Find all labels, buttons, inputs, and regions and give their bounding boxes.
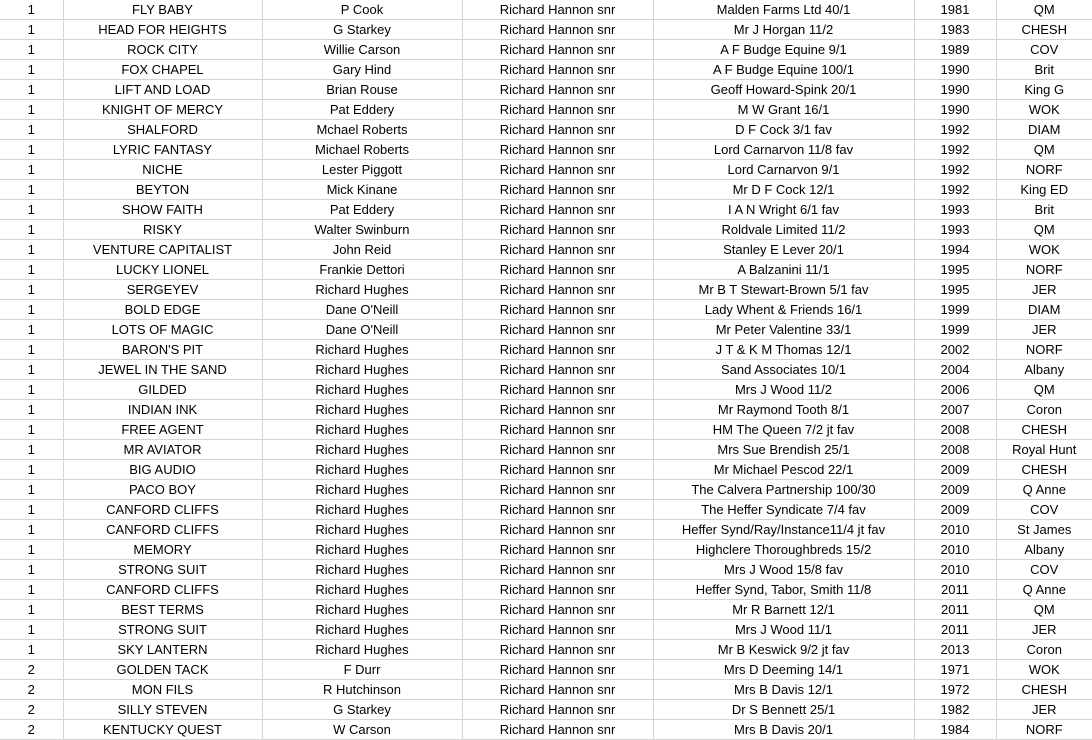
cell-wins[interactable]: 1 [0, 240, 63, 260]
cell-owner-and-odds[interactable]: Lord Carnarvon 11/8 fav [653, 140, 914, 160]
cell-jockey[interactable]: Willie Carson [262, 40, 462, 60]
cell-jockey[interactable]: Richard Hughes [262, 480, 462, 500]
cell-jockey[interactable]: Michael Roberts [262, 140, 462, 160]
cell-wins[interactable]: 1 [0, 20, 63, 40]
cell-race[interactable]: JER [996, 320, 1092, 340]
cell-horse[interactable]: SHOW FAITH [63, 200, 262, 220]
cell-trainer[interactable]: Richard Hannon snr [462, 40, 653, 60]
table-row [0, 260, 1092, 280]
cell-trainer[interactable]: Richard Hannon snr [462, 180, 653, 200]
table-row [0, 400, 1092, 420]
cell-jockey[interactable]: Richard Hughes [262, 280, 462, 300]
cell-race[interactable]: Coron [996, 640, 1092, 660]
cell-jockey[interactable]: Pat Eddery [262, 100, 462, 120]
cell-jockey[interactable]: Mick Kinane [262, 180, 462, 200]
cell-jockey[interactable]: John Reid [262, 240, 462, 260]
cell-owner-and-odds[interactable]: Mrs J Wood 11/1 [653, 620, 914, 640]
cell-year[interactable]: 2011 [914, 580, 996, 600]
cell-owner-and-odds[interactable]: Mrs B Davis 20/1 [653, 720, 914, 740]
cell-year[interactable]: 1990 [914, 100, 996, 120]
cell-race[interactable]: JER [996, 620, 1092, 640]
cell-race[interactable]: CHESH [996, 420, 1092, 440]
cell-owner-and-odds[interactable]: Mr D F Cock 12/1 [653, 180, 914, 200]
cell-year[interactable]: 1993 [914, 200, 996, 220]
cell-jockey[interactable]: Richard Hughes [262, 520, 462, 540]
cell-year[interactable]: 2009 [914, 480, 996, 500]
table-row [0, 720, 1092, 740]
cell-trainer[interactable]: Richard Hannon snr [462, 220, 653, 240]
cell-year[interactable]: 1990 [914, 60, 996, 80]
cell-year[interactable]: 1995 [914, 260, 996, 280]
cell-horse[interactable]: CANFORD CLIFFS [63, 520, 262, 540]
cell-horse[interactable]: MR AVIATOR [63, 440, 262, 460]
cell-trainer[interactable]: Richard Hannon snr [462, 500, 653, 520]
cell-horse[interactable]: SKY LANTERN [63, 640, 262, 660]
table-row [0, 80, 1092, 100]
cell-wins[interactable]: 1 [0, 440, 63, 460]
cell-wins[interactable]: 1 [0, 600, 63, 620]
cell-owner-and-odds[interactable]: Geoff Howard-Spink 20/1 [653, 80, 914, 100]
cell-owner-and-odds[interactable]: Sand Associates 10/1 [653, 360, 914, 380]
cell-trainer[interactable]: Richard Hannon snr [462, 400, 653, 420]
cell-jockey[interactable]: P Cook [262, 0, 462, 20]
cell-jockey[interactable]: Richard Hughes [262, 600, 462, 620]
cell-wins[interactable]: 1 [0, 320, 63, 340]
cell-jockey[interactable]: Richard Hughes [262, 400, 462, 420]
cell-race[interactable]: DIAM [996, 300, 1092, 320]
cell-year[interactable]: 1989 [914, 40, 996, 60]
cell-horse[interactable]: RISKY [63, 220, 262, 240]
cell-race[interactable]: Albany [996, 540, 1092, 560]
cell-horse[interactable]: NICHE [63, 160, 262, 180]
cell-trainer[interactable]: Richard Hannon snr [462, 20, 653, 40]
cell-race[interactable]: CHESH [996, 20, 1092, 40]
cell-trainer[interactable]: Richard Hannon snr [462, 560, 653, 580]
cell-wins[interactable]: 1 [0, 520, 63, 540]
cell-year[interactable]: 2007 [914, 400, 996, 420]
cell-horse[interactable]: LOTS OF MAGIC [63, 320, 262, 340]
cell-race[interactable]: CHESH [996, 460, 1092, 480]
cell-horse[interactable]: LUCKY LIONEL [63, 260, 262, 280]
cell-owner-and-odds[interactable]: Malden Farms Ltd 40/1 [653, 0, 914, 20]
cell-wins[interactable]: 2 [0, 720, 63, 740]
cell-wins[interactable]: 1 [0, 360, 63, 380]
cell-trainer[interactable]: Richard Hannon snr [462, 0, 653, 20]
cell-jockey[interactable]: Frankie Dettori [262, 260, 462, 280]
cell-wins[interactable]: 1 [0, 620, 63, 640]
cell-trainer[interactable]: Richard Hannon snr [462, 580, 653, 600]
cell-race[interactable]: WOK [996, 660, 1092, 680]
cell-horse[interactable]: MEMORY [63, 540, 262, 560]
cell-jockey[interactable]: Richard Hughes [262, 440, 462, 460]
cell-race[interactable]: Albany [996, 360, 1092, 380]
cell-trainer[interactable]: Richard Hannon snr [462, 260, 653, 280]
table-row [0, 280, 1092, 300]
cell-owner-and-odds[interactable]: Mr J Horgan 11/2 [653, 20, 914, 40]
cell-wins[interactable]: 1 [0, 220, 63, 240]
cell-year[interactable]: 2002 [914, 340, 996, 360]
cell-owner-and-odds[interactable]: J T & K M Thomas 12/1 [653, 340, 914, 360]
cell-owner-and-odds[interactable]: Highclere Thoroughbreds 15/2 [653, 540, 914, 560]
cell-race[interactable]: WOK [996, 100, 1092, 120]
cell-wins[interactable]: 1 [0, 400, 63, 420]
cell-race[interactable]: QM [996, 600, 1092, 620]
cell-year[interactable]: 2011 [914, 600, 996, 620]
cell-trainer[interactable]: Richard Hannon snr [462, 480, 653, 500]
cell-trainer[interactable]: Richard Hannon snr [462, 280, 653, 300]
cell-horse[interactable]: SHALFORD [63, 120, 262, 140]
cell-trainer[interactable]: Richard Hannon snr [462, 460, 653, 480]
cell-owner-and-odds[interactable]: Mrs J Wood 15/8 fav [653, 560, 914, 580]
cell-owner-and-odds[interactable]: Heffer Synd/Ray/Instance11/4 jt fav [653, 520, 914, 540]
cell-race[interactable]: Q Anne [996, 580, 1092, 600]
cell-year[interactable]: 2010 [914, 560, 996, 580]
cell-jockey[interactable]: Gary Hind [262, 60, 462, 80]
cell-race[interactable]: King ED [996, 180, 1092, 200]
cell-trainer[interactable]: Richard Hannon snr [462, 320, 653, 340]
cell-owner-and-odds[interactable]: Mr Michael Pescod 22/1 [653, 460, 914, 480]
cell-year[interactable]: 2006 [914, 380, 996, 400]
cell-jockey[interactable]: Pat Eddery [262, 200, 462, 220]
cell-wins[interactable]: 1 [0, 480, 63, 500]
cell-jockey[interactable]: Walter Swinburn [262, 220, 462, 240]
cell-jockey[interactable]: Dane O'Neill [262, 300, 462, 320]
cell-owner-and-odds[interactable]: A F Budge Equine 9/1 [653, 40, 914, 60]
cell-horse[interactable]: STRONG SUIT [63, 560, 262, 580]
cell-race[interactable]: QM [996, 220, 1092, 240]
cell-jockey[interactable]: Brian Rouse [262, 80, 462, 100]
cell-wins[interactable]: 1 [0, 300, 63, 320]
cell-owner-and-odds[interactable]: Mr B T Stewart-Brown 5/1 fav [653, 280, 914, 300]
cell-race[interactable]: QM [996, 380, 1092, 400]
cell-owner-and-odds[interactable]: Mrs D Deeming 14/1 [653, 660, 914, 680]
cell-race[interactable]: WOK [996, 240, 1092, 260]
table-row [0, 620, 1092, 640]
cell-trainer[interactable]: Richard Hannon snr [462, 520, 653, 540]
cell-horse[interactable]: JEWEL IN THE SAND [63, 360, 262, 380]
cell-race[interactable]: QM [996, 140, 1092, 160]
table-row [0, 660, 1092, 680]
cell-horse[interactable]: BIG AUDIO [63, 460, 262, 480]
table-row [0, 440, 1092, 460]
cell-year[interactable]: 1994 [914, 240, 996, 260]
cell-trainer[interactable]: Richard Hannon snr [462, 300, 653, 320]
cell-race[interactable]: COV [996, 560, 1092, 580]
cell-owner-and-odds[interactable]: Mr R Barnett 12/1 [653, 600, 914, 620]
cell-year[interactable]: 2011 [914, 620, 996, 640]
cell-owner-and-odds[interactable]: Mrs Sue Brendish 25/1 [653, 440, 914, 460]
cell-jockey[interactable]: G Starkey [262, 700, 462, 720]
table-row [0, 0, 1092, 20]
cell-year[interactable]: 2010 [914, 520, 996, 540]
cell-trainer[interactable]: Richard Hannon snr [462, 140, 653, 160]
cell-owner-and-odds[interactable]: Lady Whent & Friends 16/1 [653, 300, 914, 320]
cell-owner-and-odds[interactable]: The Heffer Syndicate 7/4 fav [653, 500, 914, 520]
cell-jockey[interactable]: Richard Hughes [262, 460, 462, 480]
cell-wins[interactable]: 1 [0, 540, 63, 560]
cell-race[interactable]: Brit [996, 60, 1092, 80]
cell-wins[interactable]: 2 [0, 700, 63, 720]
cell-horse[interactable]: CANFORD CLIFFS [63, 580, 262, 600]
table-row [0, 340, 1092, 360]
table-row [0, 680, 1092, 700]
cell-jockey[interactable]: Richard Hughes [262, 360, 462, 380]
cell-horse[interactable]: ROCK CITY [63, 40, 262, 60]
cell-horse[interactable]: KNIGHT OF MERCY [63, 100, 262, 120]
cell-trainer[interactable]: Richard Hannon snr [462, 680, 653, 700]
cell-jockey[interactable]: Richard Hughes [262, 640, 462, 660]
cell-trainer[interactable]: Richard Hannon snr [462, 120, 653, 140]
cell-trainer[interactable]: Richard Hannon snr [462, 240, 653, 260]
cell-trainer[interactable]: Richard Hannon snr [462, 700, 653, 720]
cell-race[interactable]: CHESH [996, 680, 1092, 700]
table-row [0, 60, 1092, 80]
cell-trainer[interactable]: Richard Hannon snr [462, 720, 653, 740]
cell-wins[interactable]: 1 [0, 280, 63, 300]
cell-year[interactable]: 1972 [914, 680, 996, 700]
cell-horse[interactable]: FLY BABY [63, 0, 262, 20]
cell-race[interactable]: JER [996, 280, 1092, 300]
cell-owner-and-odds[interactable]: I A N Wright 6/1 fav [653, 200, 914, 220]
cell-race[interactable]: COV [996, 40, 1092, 60]
cell-owner-and-odds[interactable]: Lord Carnarvon 9/1 [653, 160, 914, 180]
cell-jockey[interactable]: Richard Hughes [262, 620, 462, 640]
cell-trainer[interactable]: Richard Hannon snr [462, 160, 653, 180]
cell-wins[interactable]: 1 [0, 260, 63, 280]
cell-jockey[interactable]: Dane O'Neill [262, 320, 462, 340]
cell-jockey[interactable]: R Hutchinson [262, 680, 462, 700]
cell-race[interactable]: COV [996, 500, 1092, 520]
table-row [0, 520, 1092, 540]
cell-wins[interactable]: 1 [0, 500, 63, 520]
cell-horse[interactable]: PACO BOY [63, 480, 262, 500]
cell-wins[interactable]: 1 [0, 40, 63, 60]
cell-wins[interactable]: 1 [0, 180, 63, 200]
cell-race[interactable]: QM [996, 0, 1092, 20]
table-row [0, 240, 1092, 260]
cell-race[interactable]: NORF [996, 340, 1092, 360]
cell-horse[interactable]: GILDED [63, 380, 262, 400]
cell-year[interactable]: 1999 [914, 300, 996, 320]
cell-jockey[interactable]: Richard Hughes [262, 420, 462, 440]
table-row [0, 20, 1092, 40]
cell-jockey[interactable]: Mchael Roberts [262, 120, 462, 140]
cell-horse[interactable]: VENTURE CAPITALIST [63, 240, 262, 260]
cell-wins[interactable]: 2 [0, 680, 63, 700]
cell-jockey[interactable]: F Durr [262, 660, 462, 680]
cell-wins[interactable]: 1 [0, 120, 63, 140]
table-row [0, 100, 1092, 120]
table-row [0, 120, 1092, 140]
cell-wins[interactable]: 1 [0, 560, 63, 580]
table-row [0, 560, 1092, 580]
cell-owner-and-odds[interactable]: Dr S Bennett 25/1 [653, 700, 914, 720]
cell-year[interactable]: 2008 [914, 440, 996, 460]
cell-horse[interactable]: BARON'S PIT [63, 340, 262, 360]
table-row [0, 540, 1092, 560]
cell-year[interactable]: 1990 [914, 80, 996, 100]
cell-race[interactable]: King G [996, 80, 1092, 100]
cell-jockey[interactable]: Richard Hughes [262, 540, 462, 560]
cell-year[interactable]: 1982 [914, 700, 996, 720]
cell-horse[interactable]: BEYTON [63, 180, 262, 200]
table-row [0, 300, 1092, 320]
cell-owner-and-odds[interactable]: A Balzanini 11/1 [653, 260, 914, 280]
cell-trainer[interactable]: Richard Hannon snr [462, 340, 653, 360]
table-row [0, 420, 1092, 440]
cell-wins[interactable]: 1 [0, 60, 63, 80]
table-row [0, 40, 1092, 60]
cell-race[interactable]: NORF [996, 260, 1092, 280]
cell-race[interactable]: St James [996, 520, 1092, 540]
cell-jockey[interactable]: Richard Hughes [262, 340, 462, 360]
cell-wins[interactable]: 1 [0, 640, 63, 660]
cell-race[interactable]: DIAM [996, 120, 1092, 140]
cell-wins[interactable]: 1 [0, 340, 63, 360]
cell-owner-and-odds[interactable]: Roldvale Limited 11/2 [653, 220, 914, 240]
cell-year[interactable]: 1992 [914, 160, 996, 180]
table-row [0, 180, 1092, 200]
table-row [0, 700, 1092, 720]
cell-wins[interactable]: 1 [0, 460, 63, 480]
cell-year[interactable]: 2008 [914, 420, 996, 440]
cell-race[interactable]: Q Anne [996, 480, 1092, 500]
cell-year[interactable]: 2009 [914, 500, 996, 520]
cell-race[interactable]: Brit [996, 200, 1092, 220]
cell-horse[interactable]: SILLY STEVEN [63, 700, 262, 720]
cell-horse[interactable]: LIFT AND LOAD [63, 80, 262, 100]
cell-owner-and-odds[interactable]: Mrs B Davis 12/1 [653, 680, 914, 700]
cell-race[interactable]: JER [996, 700, 1092, 720]
cell-trainer[interactable]: Richard Hannon snr [462, 200, 653, 220]
cell-year[interactable]: 1984 [914, 720, 996, 740]
cell-horse[interactable]: MON FILS [63, 680, 262, 700]
cell-owner-and-odds[interactable]: HM The Queen 7/2 jt fav [653, 420, 914, 440]
cell-jockey[interactable]: Richard Hughes [262, 380, 462, 400]
cell-year[interactable]: 1993 [914, 220, 996, 240]
table-row [0, 640, 1092, 660]
cell-year[interactable]: 1971 [914, 660, 996, 680]
cell-owner-and-odds[interactable]: Mr Raymond Tooth 8/1 [653, 400, 914, 420]
table-row [0, 160, 1092, 180]
cell-owner-and-odds[interactable]: Mr Peter Valentine 33/1 [653, 320, 914, 340]
cell-year[interactable]: 1999 [914, 320, 996, 340]
cell-jockey[interactable]: G Starkey [262, 20, 462, 40]
table-row [0, 380, 1092, 400]
cell-owner-and-odds[interactable]: Heffer Synd, Tabor, Smith 11/8 [653, 580, 914, 600]
table-row [0, 140, 1092, 160]
cell-horse[interactable]: GOLDEN TACK [63, 660, 262, 680]
table-row [0, 460, 1092, 480]
cell-horse[interactable]: CANFORD CLIFFS [63, 500, 262, 520]
cell-trainer[interactable]: Richard Hannon snr [462, 640, 653, 660]
cell-wins[interactable]: 1 [0, 420, 63, 440]
cell-year[interactable]: 2013 [914, 640, 996, 660]
cell-horse[interactable]: BEST TERMS [63, 600, 262, 620]
cell-trainer[interactable]: Richard Hannon snr [462, 420, 653, 440]
table-row [0, 480, 1092, 500]
cell-owner-and-odds[interactable]: A F Budge Equine 100/1 [653, 60, 914, 80]
cell-horse[interactable]: BOLD EDGE [63, 300, 262, 320]
cell-year[interactable]: 2004 [914, 360, 996, 380]
cell-horse[interactable]: INDIAN INK [63, 400, 262, 420]
cell-trainer[interactable]: Richard Hannon snr [462, 440, 653, 460]
cell-trainer[interactable]: Richard Hannon snr [462, 360, 653, 380]
cell-trainer[interactable]: Richard Hannon snr [462, 620, 653, 640]
cell-year[interactable]: 1983 [914, 20, 996, 40]
cell-trainer[interactable]: Richard Hannon snr [462, 80, 653, 100]
cell-wins[interactable]: 1 [0, 0, 63, 20]
cell-owner-and-odds[interactable]: M W Grant 16/1 [653, 100, 914, 120]
cell-race[interactable]: NORF [996, 160, 1092, 180]
cell-owner-and-odds[interactable]: Stanley E Lever 20/1 [653, 240, 914, 260]
cell-jockey[interactable]: Richard Hughes [262, 580, 462, 600]
cell-trainer[interactable]: Richard Hannon snr [462, 100, 653, 120]
cell-trainer[interactable]: Richard Hannon snr [462, 60, 653, 80]
cell-trainer[interactable]: Richard Hannon snr [462, 540, 653, 560]
cell-owner-and-odds[interactable]: Mr B Keswick 9/2 jt fav [653, 640, 914, 660]
table-row [0, 200, 1092, 220]
cell-wins[interactable]: 1 [0, 80, 63, 100]
cell-year[interactable]: 1992 [914, 120, 996, 140]
cell-owner-and-odds[interactable]: The Calvera Partnership 100/30 [653, 480, 914, 500]
table-row [0, 220, 1092, 240]
cell-jockey[interactable]: Lester Piggott [262, 160, 462, 180]
table-row [0, 600, 1092, 620]
cell-horse[interactable]: KENTUCKY QUEST [63, 720, 262, 740]
cell-owner-and-odds[interactable]: Mrs J Wood 11/2 [653, 380, 914, 400]
cell-owner-and-odds[interactable]: D F Cock 3/1 fav [653, 120, 914, 140]
cell-year[interactable]: 1992 [914, 140, 996, 160]
table-row [0, 320, 1092, 340]
cell-horse[interactable]: LYRIC FANTASY [63, 140, 262, 160]
cell-year[interactable]: 1995 [914, 280, 996, 300]
cell-wins[interactable]: 1 [0, 100, 63, 120]
cell-wins[interactable]: 1 [0, 200, 63, 220]
cell-jockey[interactable]: Richard Hughes [262, 500, 462, 520]
cell-year[interactable]: 2010 [914, 540, 996, 560]
cell-horse[interactable]: HEAD FOR HEIGHTS [63, 20, 262, 40]
cell-wins[interactable]: 1 [0, 380, 63, 400]
cell-trainer[interactable]: Richard Hannon snr [462, 600, 653, 620]
cell-horse[interactable]: FREE AGENT [63, 420, 262, 440]
table-row [0, 580, 1092, 600]
cell-wins[interactable]: 1 [0, 160, 63, 180]
cell-jockey[interactable]: Richard Hughes [262, 560, 462, 580]
cell-race[interactable]: Royal Hunt [996, 440, 1092, 460]
cell-horse[interactable]: FOX CHAPEL [63, 60, 262, 80]
cell-race[interactable]: NORF [996, 720, 1092, 740]
cell-year[interactable]: 1981 [914, 0, 996, 20]
table-row [0, 360, 1092, 380]
cell-trainer[interactable]: Richard Hannon snr [462, 380, 653, 400]
cell-wins[interactable]: 2 [0, 660, 63, 680]
cell-year[interactable]: 2009 [914, 460, 996, 480]
cell-horse[interactable]: STRONG SUIT [63, 620, 262, 640]
cell-race[interactable]: Coron [996, 400, 1092, 420]
cell-wins[interactable]: 1 [0, 580, 63, 600]
cell-year[interactable]: 1992 [914, 180, 996, 200]
cell-horse[interactable]: SERGEYEV [63, 280, 262, 300]
cell-jockey[interactable]: W Carson [262, 720, 462, 740]
table-row [0, 500, 1092, 520]
cell-wins[interactable]: 1 [0, 140, 63, 160]
cell-trainer[interactable]: Richard Hannon snr [462, 660, 653, 680]
